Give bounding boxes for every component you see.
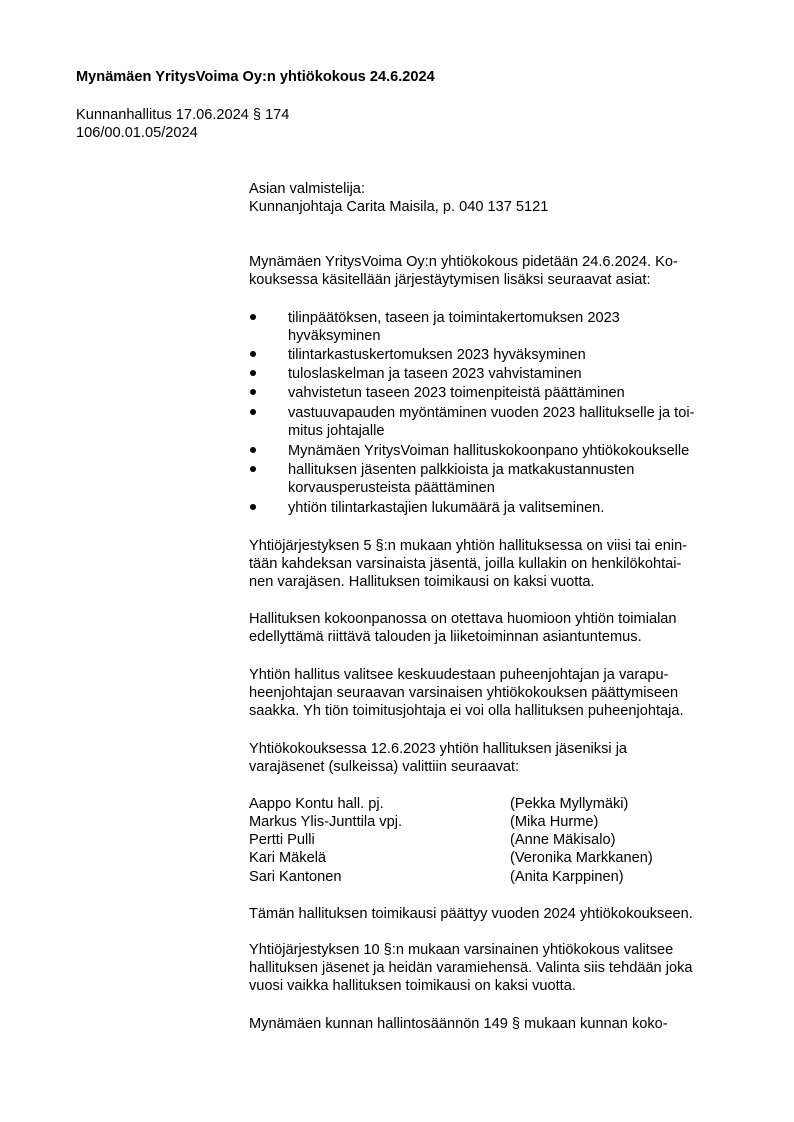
agenda-item-cont: mitus johtajalle [288,423,385,439]
paragraph-line: hallituksen jäsenet ja heidän varamiehensä. Valinta siis tehdään joka [249,960,693,976]
bullet-icon [249,346,257,354]
deputy-member: (Mika Hurme) [510,814,599,830]
paragraph-line: varajäsenet (sulkeissa) valittiin seuraavat: [249,759,520,775]
paragraph-line: vuosi vaikka hallituksen toimikausi on kaksi vuotta. [249,978,576,994]
diary-number: 106/00.01.05/2024 [76,125,198,141]
paragraph-line: nen varajäsen. Hallituksen toimikausi on kaksi vuotta. [249,574,595,590]
board-member: Markus Ylis-Junttila vpj. [249,814,403,830]
board-member: Sari Kantonen [249,869,342,885]
meeting-reference: Kunnanhallitus 17.06.2024 § 174 [76,107,290,123]
deputy-member: (Anita Karppinen) [510,869,624,885]
preparer-name: Kunnanjohtaja Carita Maisila, p. 040 137 5121 [249,199,549,215]
bullet-icon [249,404,257,412]
agenda-item-cont: hyväksyminen [288,328,381,344]
bullet-icon [249,461,257,469]
deputy-member: (Pekka Myllymäki) [510,796,629,812]
agenda-item: tuloslaskelman ja taseen 2023 vahvistaminen [288,366,582,382]
agenda-item: hallituksen jäsenten palkkioista ja matkakustannusten [288,462,635,478]
bullet-icon [249,442,257,450]
paragraph-line: heenjohtajan seuraavan varsinaisen yhtiökokouksen päättymiseen [249,685,679,701]
board-member: Kari Mäkelä [249,850,327,866]
bullet-icon [249,365,257,373]
board-member: Pertti Pulli [249,832,315,848]
bullet-icon [249,499,257,507]
paragraph-line: Yhtiöjärjestyksen 10 §:n mukaan varsinainen yhtiökokous valitsee [249,942,674,958]
agenda-item: Mynämäen YritysVoiman hallituskokoonpano yhtiökokoukselle [288,443,690,459]
agenda-item: tilinpäätöksen, taseen ja toimintakertomuksen 2023 [288,310,620,326]
intro-line: kouksessa käsitellään järjestäytymisen lisäksi seuraavat asiat: [249,272,651,288]
preparer-label: Asian valmistelija: [249,181,365,197]
bullet-icon [249,309,257,317]
paragraph-line: Hallituksen kokoonpanossa on otettava huomioon yhtiön toimialan [249,611,677,627]
paragraph-line: Yhtiökokouksessa 12.6.2023 yhtiön hallituksen jäseniksi ja [249,741,628,757]
agenda-item: yhtiön tilintarkastajien lukumäärä ja valitseminen. [288,500,605,516]
board-member: Aappo Kontu hall. pj. [249,796,384,812]
deputy-member: (Veronika Markkanen) [510,850,653,866]
paragraph-line: Yhtiöjärjestyksen 5 §:n mukaan yhtiön hallituksessa on viisi tai enin- [249,538,688,554]
deputy-member: (Anne Mäkisalo) [510,832,616,848]
agenda-item: vastuuvapauden myöntäminen vuoden 2023 hallitukselle ja toi- [288,405,695,421]
agenda-item: vahvistetun taseen 2023 toimenpiteistä päättäminen [288,385,625,401]
paragraph-line: Mynämäen kunnan hallintosäännön 149 § mukaan kunnan koko- [249,1016,668,1032]
paragraph-line: tään kahdeksan varsinaista jäsentä, joilla kullakin on henkilökohtai- [249,556,682,572]
agenda-item-cont: korvausperusteista päättäminen [288,480,495,496]
paragraph-line: saakka. Yh tiön toimitusjohtaja ei voi olla hallituksen puheenjohtaja. [249,703,684,719]
paragraph-line: Tämän hallituksen toimikausi päättyy vuoden 2024 yhtiökokoukseen. [249,906,693,922]
bullet-icon [249,384,257,392]
paragraph-line: edellyttämä riittävä talouden ja liiketoiminnan asiantuntemus. [249,629,642,645]
paragraph-line: Yhtiön hallitus valitsee keskuudestaan puheenjohtajan ja varapu- [249,667,669,683]
agenda-item: tilintarkastuskertomuksen 2023 hyväksyminen [288,347,586,363]
document-title: Mynämäen YritysVoima Oy:n yhtiökokous 24.6.2024 [76,69,435,85]
intro-line: Mynämäen YritysVoima Oy:n yhtiökokous pidetään 24.6.2024. Ko- [249,254,678,270]
